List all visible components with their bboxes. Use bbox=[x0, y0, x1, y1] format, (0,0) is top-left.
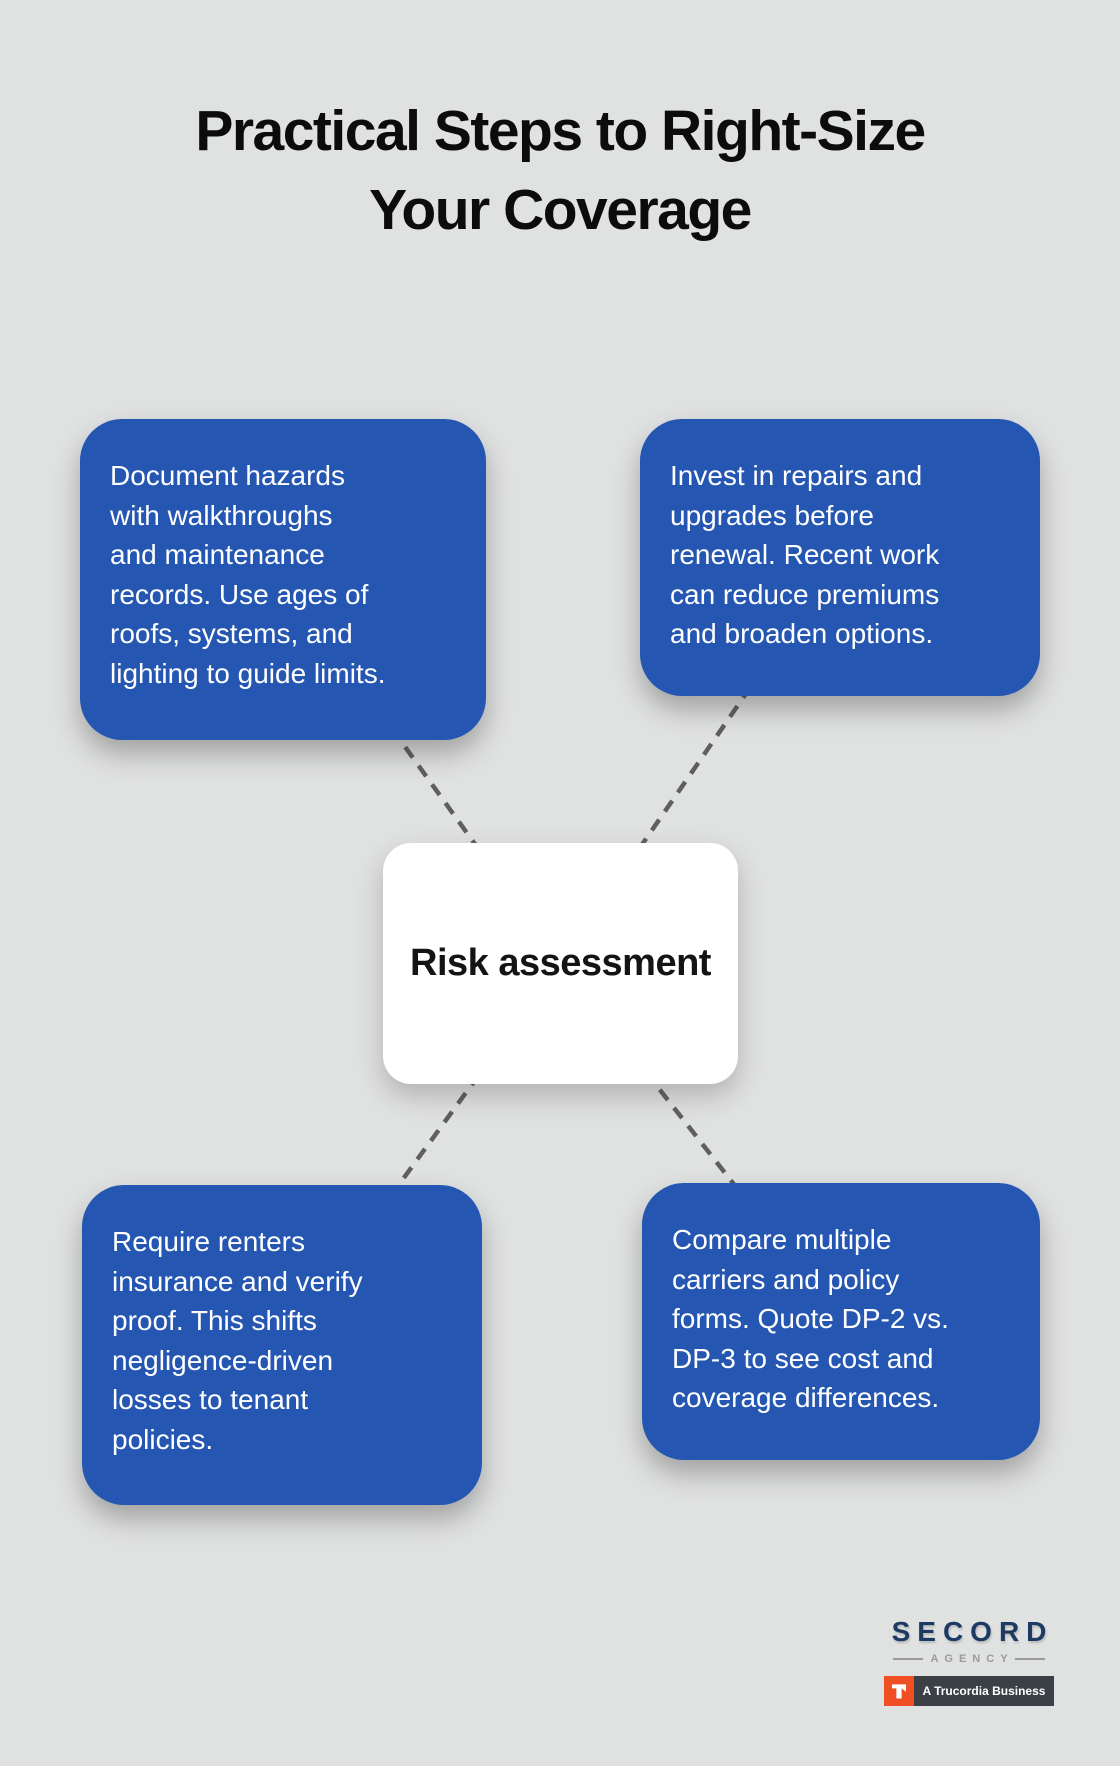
risk-assessment-label: Risk assessment bbox=[410, 942, 711, 984]
agency-rule-left bbox=[893, 1658, 923, 1660]
page-title-line-1: Practical Steps to Right-Size bbox=[195, 99, 925, 163]
node-text-line: Document hazards bbox=[110, 460, 346, 491]
secord-agency-line bbox=[878, 1653, 1060, 1665]
node-text-line: losses to tenant bbox=[112, 1384, 309, 1415]
node-text-line: Compare multiple bbox=[672, 1224, 892, 1255]
node-text-line: can reduce premiums bbox=[670, 578, 940, 610]
node-text-line: DP-3 to see cost and bbox=[672, 1342, 934, 1374]
node-text-line: and maintenance bbox=[110, 539, 325, 570]
trucordia-t-icon bbox=[884, 1676, 914, 1706]
node-require-renters-insurance bbox=[82, 1185, 482, 1505]
node-compare-carriers bbox=[642, 1183, 1040, 1460]
secord-wordmark: SECORD bbox=[891, 1616, 1054, 1647]
node-text-line: with walkthroughs bbox=[110, 499, 333, 531]
node-text-line: insurance and verify bbox=[112, 1265, 363, 1297]
node-text-line: records. Use ages of bbox=[110, 578, 369, 610]
agency-rule-right bbox=[1015, 1658, 1045, 1660]
node-document-hazards bbox=[80, 419, 486, 740]
node-text-line: and broaden options. bbox=[670, 618, 934, 649]
trucordia-badge bbox=[878, 1676, 1060, 1706]
node-text-line: forms. Quote DP-2 vs. bbox=[672, 1303, 949, 1334]
node-text-line: renewal. Recent work bbox=[670, 539, 940, 570]
node-risk-assessment bbox=[383, 843, 738, 1084]
node-text-line: negligence-driven bbox=[112, 1344, 334, 1376]
trucordia-tagline: A Trucordia Business bbox=[914, 1676, 1055, 1706]
node-text-line: Require renters bbox=[112, 1226, 305, 1257]
page-title-line-2: Your Coverage bbox=[369, 177, 751, 242]
node-text-line: Invest in repairs and bbox=[670, 460, 923, 491]
node-text-line: roofs, systems, and bbox=[110, 618, 353, 649]
node-text-line: proof. This shifts bbox=[112, 1305, 317, 1336]
node-text-line: carriers and policy bbox=[672, 1263, 900, 1295]
node-text-line: coverage differences. bbox=[672, 1382, 940, 1413]
secord-logo bbox=[878, 1616, 1060, 1706]
node-invest-repairs bbox=[640, 419, 1040, 696]
agency-label: AGENCY bbox=[930, 1653, 1014, 1665]
node-text-line: lighting to guide limits. bbox=[110, 657, 386, 689]
node-text-line: upgrades before bbox=[670, 499, 874, 531]
node-text-line: policies. bbox=[112, 1423, 214, 1455]
